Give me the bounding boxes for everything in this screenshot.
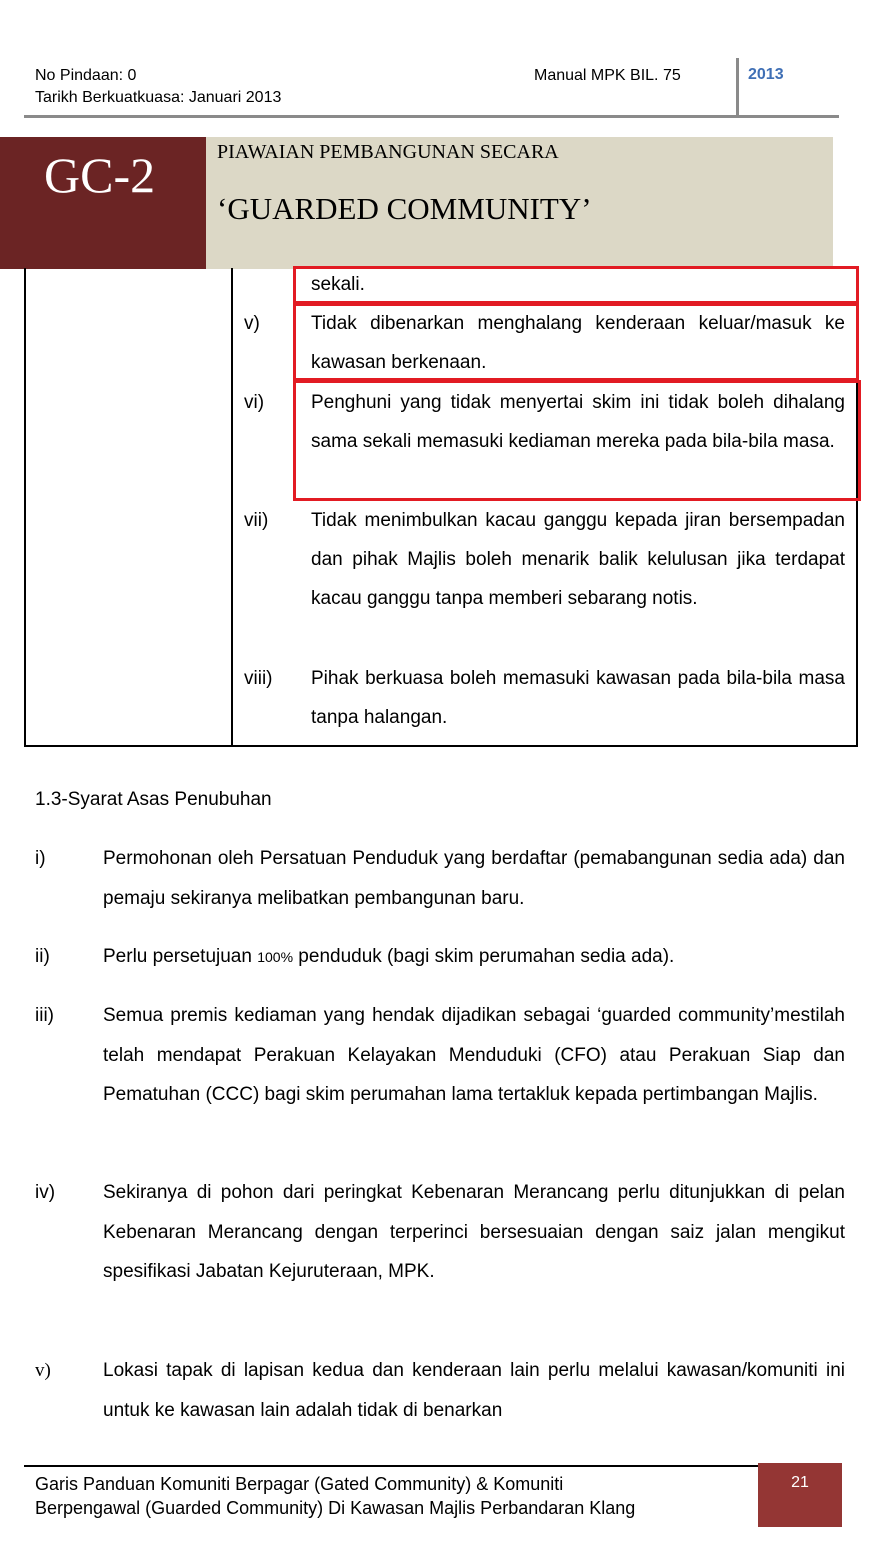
section-code-box <box>0 137 206 269</box>
table-item-text: Pihak berkuasa boleh memasuki kawasan pada bila-bila masa tanpa halangan. <box>311 668 845 728</box>
section-code: GC-2 <box>44 147 156 203</box>
section-title-line2: ‘GUARDED COMMUNITY’ <box>217 191 592 226</box>
effective-date: Tarikh Berkuatkuasa: Januari 2013 <box>35 89 282 106</box>
page-number-box <box>758 1463 842 1527</box>
list-item-number: i) <box>35 848 46 869</box>
page-number: 21 <box>791 1474 809 1491</box>
list-item-number: iii) <box>35 1005 54 1026</box>
footer-rule <box>24 1465 759 1467</box>
list-item-text <box>103 937 845 978</box>
highlight-box <box>293 303 859 381</box>
list-item-text: Lokasi tapak di lapisan kedua dan kenderaan lain perlu melalui kawasan/komuniti ini untuk ke kawasan lain adalah tidak di benarkan <box>103 1360 845 1421</box>
footer-title-line1: Garis Panduan Komuniti Berpagar (Gated Community) & Komuniti <box>35 1474 564 1494</box>
list-item-number: ii) <box>35 946 50 967</box>
table-item-text: Tidak menimbulkan kacau ganggu kepada jiran bersempadan dan pihak Majlis boleh menarik balik kelulusan jika terdapat kacau ganggu tanpa memberi sebarang notis. <box>311 510 845 609</box>
list-item-text: Semua premis kediaman yang hendak dijadikan sebagai ‘guarded community’mestilah telah mendapat Perakuan Kelayakan Menduduki (CFO) atau Perakuan Siap dan Pematuhan (CCC) bagi skim perumahan lama tertakluk kepada pertimbangan Majlis. <box>103 1005 845 1105</box>
list-item-number: v) <box>35 1360 51 1381</box>
list-item-text: Permohonan oleh Persatuan Penduduk yang berdaftar (pemabangunan sedia ada) dan pemaju sekiranya melibatkan pembangunan baru. <box>103 848 845 909</box>
table-left-border <box>24 268 26 746</box>
list-item-text-part: Perlu persetujuan <box>103 946 258 967</box>
percent-value: 100% <box>257 949 294 965</box>
list-item-text: Sekiranya di pohon dari peringkat Kebenaran Merancang perlu ditunjukkan di pelan Kebenaran Merancang dengan terperinci bersesuaian dengan saiz jalan mengikut spesifikasi Jabatan Kejuruteraan, MPK. <box>103 1182 845 1282</box>
table-item-number: vi) <box>244 392 265 413</box>
list-item-text-part: penduduk (bagi skim perumahan sedia ada). <box>293 946 675 967</box>
section-title-box <box>206 137 833 269</box>
list-item-number: iv) <box>35 1182 56 1203</box>
table-item-number: v) <box>244 313 260 334</box>
table-item-number: viii) <box>244 668 273 689</box>
header-rule <box>24 115 839 118</box>
amendment-number: No Pindaan: 0 <box>35 67 137 84</box>
manual-reference: Manual MPK BIL. 75 <box>534 67 681 84</box>
footer-title-line2: Berpengawal (Guarded Community) Di Kawasan Majlis Perbandaran Klang <box>35 1498 636 1518</box>
table-item-number: vii) <box>244 510 269 531</box>
highlight-box <box>293 266 859 304</box>
table-item-text: Penghuni yang tidak menyertai skim ini tidak boleh dihalang sama sekali memasuki kediaman mereka pada bila-bila masa. <box>311 392 845 452</box>
section-title-line1: PIAWAIAN PEMBANGUNAN SECARA <box>217 141 559 163</box>
table-column-divider <box>231 268 233 746</box>
table-item-text: Tidak dibenarkan menghalang kenderaan keluar/masuk ke kawasan berkenaan. <box>311 313 845 373</box>
header-year: 2013 <box>748 66 784 83</box>
table-bottom-border <box>24 745 858 747</box>
header-vertical-rule <box>736 58 739 116</box>
table-continued-text: sekali. <box>311 274 365 295</box>
highlight-box <box>293 380 861 501</box>
section-heading: 1.3-Syarat Asas Penubuhan <box>35 789 272 810</box>
